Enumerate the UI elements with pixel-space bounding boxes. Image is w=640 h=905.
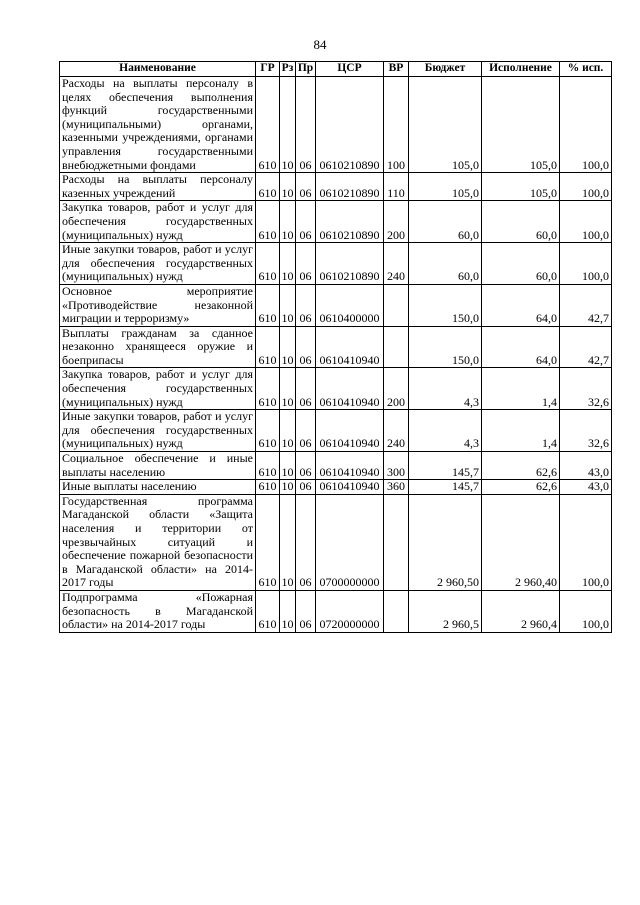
cell-rz: 10 xyxy=(280,590,296,632)
cell-vr: 100 xyxy=(384,77,409,173)
header-execution: Исполнение xyxy=(482,62,560,77)
cell-budget: 2 960,5 xyxy=(409,590,482,632)
cell-csr: 0610210890 xyxy=(316,243,384,285)
table-row xyxy=(60,243,612,285)
cell-pr: 06 xyxy=(296,410,316,452)
cell-gr: 610 xyxy=(256,77,280,173)
cell-vr xyxy=(384,494,409,590)
cell-gr: 610 xyxy=(256,173,280,201)
cell-gr: 610 xyxy=(256,590,280,632)
cell-gr: 610 xyxy=(256,201,280,243)
cell-budget: 4,3 xyxy=(409,368,482,410)
cell-percent: 32,6 xyxy=(560,368,612,410)
cell-execution: 64,0 xyxy=(482,284,560,326)
cell-execution: 105,0 xyxy=(482,173,560,201)
cell-csr: 0610210890 xyxy=(316,77,384,173)
table-row xyxy=(60,173,612,201)
cell-execution: 60,0 xyxy=(482,201,560,243)
table-row xyxy=(60,480,612,495)
cell-pr: 06 xyxy=(296,173,316,201)
cell-pr: 06 xyxy=(296,201,316,243)
cell-name: Социальное обеспечение и иные выплаты населению xyxy=(60,452,256,480)
cell-execution: 60,0 xyxy=(482,243,560,285)
header-pr: Пр xyxy=(296,62,316,77)
cell-budget: 145,7 xyxy=(409,480,482,495)
table-row xyxy=(60,590,612,632)
cell-execution: 62,6 xyxy=(482,480,560,495)
cell-execution: 2 960,40 xyxy=(482,494,560,590)
cell-name: Закупка товаров, работ и услуг для обеспечения государственных (муниципальных) нужд xyxy=(60,368,256,410)
header-vr: ВР xyxy=(384,62,409,77)
cell-vr: 240 xyxy=(384,243,409,285)
cell-pr: 06 xyxy=(296,480,316,495)
cell-pr: 06 xyxy=(296,368,316,410)
cell-rz: 10 xyxy=(280,368,296,410)
cell-rz: 10 xyxy=(281,479,294,494)
header-budget: Бюджет xyxy=(409,62,482,77)
cell-percent: 32,6 xyxy=(560,410,612,452)
cell-rz: 10 xyxy=(280,326,296,368)
cell-vr xyxy=(384,284,409,326)
cell-csr: 0610410940 xyxy=(316,452,384,480)
cell-vr: 110 xyxy=(384,173,409,201)
cell-name: Государственная программа Магаданской области «Защита населения и территории от чрезвычайных ситуаций и обеспечение пожарной безопасности в Магаданской области» на 2014-2017 годы xyxy=(60,494,256,590)
cell-csr: 0610410940 xyxy=(316,368,384,410)
cell-percent: 43,0 xyxy=(560,452,612,480)
cell-gr: 610 xyxy=(256,326,280,368)
header-csr: ЦСР xyxy=(316,62,384,77)
cell-csr: 0610400000 xyxy=(316,284,384,326)
cell-percent: 42,7 xyxy=(560,284,612,326)
cell-name: Иные выплаты населению xyxy=(60,480,256,495)
cell-gr: 610 xyxy=(256,284,280,326)
cell-name: Закупка товаров, работ и услуг для обеспечения государственных (муниципальных) нужд xyxy=(60,201,256,243)
cell-execution: 1,4 xyxy=(482,368,560,410)
cell-budget: 145,7 xyxy=(409,452,482,480)
cell-budget: 150,0 xyxy=(409,326,482,368)
cell-rz: 10 xyxy=(280,77,296,173)
cell-name: Иные закупки товаров, работ и услуг для обеспечения государственных (муниципальных) нужд xyxy=(60,410,256,452)
cell-vr: 200 xyxy=(384,201,409,243)
cell-vr: 300 xyxy=(384,452,409,480)
cell-vr: 200 xyxy=(384,368,409,410)
cell-pr: 06 xyxy=(296,77,316,173)
cell-name: Расходы на выплаты персоналу в целях обеспечения выполнения функций государственными (муниципальными) органами, казенными учреждениями, органами управления государственными внебюджетными фондами xyxy=(60,77,256,173)
header-percent: % исп. xyxy=(560,62,612,77)
page-number: 84 xyxy=(313,37,327,52)
header-row xyxy=(60,62,612,77)
cell-pr: 06 xyxy=(296,284,316,326)
cell-gr: 610 xyxy=(256,243,280,285)
cell-execution: 62,6 xyxy=(482,452,560,480)
cell-csr: 0610210890 xyxy=(316,173,384,201)
cell-percent: 43,0 xyxy=(560,480,612,495)
cell-vr: 240 xyxy=(384,410,409,452)
cell-budget: 150,0 xyxy=(409,284,482,326)
cell-pr: 06 xyxy=(296,590,316,632)
cell-name: Основное мероприятие «Противодействие незаконной миграции и терроризму» xyxy=(60,284,256,326)
table-row xyxy=(60,201,612,243)
cell-budget: 60,0 xyxy=(409,201,482,243)
table-row xyxy=(60,368,612,410)
table-header xyxy=(60,62,612,77)
table-row xyxy=(60,452,612,480)
cell-percent: 100,0 xyxy=(560,590,612,632)
cell-csr: 0610410940 xyxy=(316,410,384,452)
cell-budget: 2 960,50 xyxy=(409,494,482,590)
cell-name: Выплаты гражданам за сданное незаконно хранящееся оружие и боеприпасы xyxy=(60,326,256,368)
cell-execution: 1,4 xyxy=(482,410,560,452)
cell-pr: 06 xyxy=(296,452,316,480)
table-row xyxy=(60,494,612,590)
cell-execution: 64,0 xyxy=(482,326,560,368)
cell-rz: 10 xyxy=(280,243,296,285)
header-gr: ГР xyxy=(256,62,280,77)
header-name: Наименование xyxy=(60,62,256,77)
cell-budget: 105,0 xyxy=(409,77,482,173)
cell-percent: 100,0 xyxy=(560,173,612,201)
cell-name: Подпрограмма «Пожарная безопасность в Магаданской области» на 2014-2017 годы xyxy=(60,590,256,632)
cell-rz: 10 xyxy=(280,284,296,326)
cell-gr: 610 xyxy=(256,368,280,410)
cell-execution: 2 960,4 xyxy=(482,590,560,632)
header-rz: Рз xyxy=(280,62,296,77)
cell-percent: 100,0 xyxy=(560,77,612,173)
cell-pr: 06 xyxy=(296,494,316,590)
cell-percent: 100,0 xyxy=(560,243,612,285)
cell-pr: 06 xyxy=(296,243,316,285)
cell-execution: 105,0 xyxy=(482,77,560,173)
cell-rz: 10 xyxy=(280,173,296,201)
cell-percent: 100,0 xyxy=(560,494,612,590)
cell-rz: 10 xyxy=(280,494,296,590)
table-row xyxy=(60,326,612,368)
cell-budget: 4,3 xyxy=(409,410,482,452)
cell-rz: 10 xyxy=(280,201,296,243)
cell-gr: 610 xyxy=(256,480,280,495)
table-body xyxy=(60,77,612,633)
cell-vr xyxy=(384,590,409,632)
cell-csr: 0610410940 xyxy=(316,480,384,495)
cell-vr: 360 xyxy=(384,480,409,495)
table-row xyxy=(60,284,612,326)
cell-csr: 0610410940 xyxy=(316,326,384,368)
cell-budget: 105,0 xyxy=(409,173,482,201)
cell-csr: 0700000000 xyxy=(316,494,384,590)
cell-percent: 100,0 xyxy=(560,201,612,243)
table-row xyxy=(60,410,612,452)
cell-percent: 42,7 xyxy=(560,326,612,368)
cell-budget: 60,0 xyxy=(409,243,482,285)
cell-name: Иные закупки товаров, работ и услуг для обеспечения государственных (муниципальных) нужд xyxy=(60,243,256,285)
budget-table xyxy=(59,61,612,633)
cell-gr: 610 xyxy=(256,494,280,590)
cell-csr: 0720000000 xyxy=(316,590,384,632)
cell-pr: 06 xyxy=(296,326,316,368)
cell-rz: 10 xyxy=(280,452,296,480)
cell-csr: 0610210890 xyxy=(316,201,384,243)
cell-name: Расходы на выплаты персоналу казенных учреждений xyxy=(60,173,256,201)
cell-gr: 610 xyxy=(256,452,280,480)
cell-rz: 10 xyxy=(280,410,296,452)
table-row xyxy=(60,77,612,173)
cell-vr xyxy=(384,326,409,368)
cell-gr: 610 xyxy=(256,410,280,452)
